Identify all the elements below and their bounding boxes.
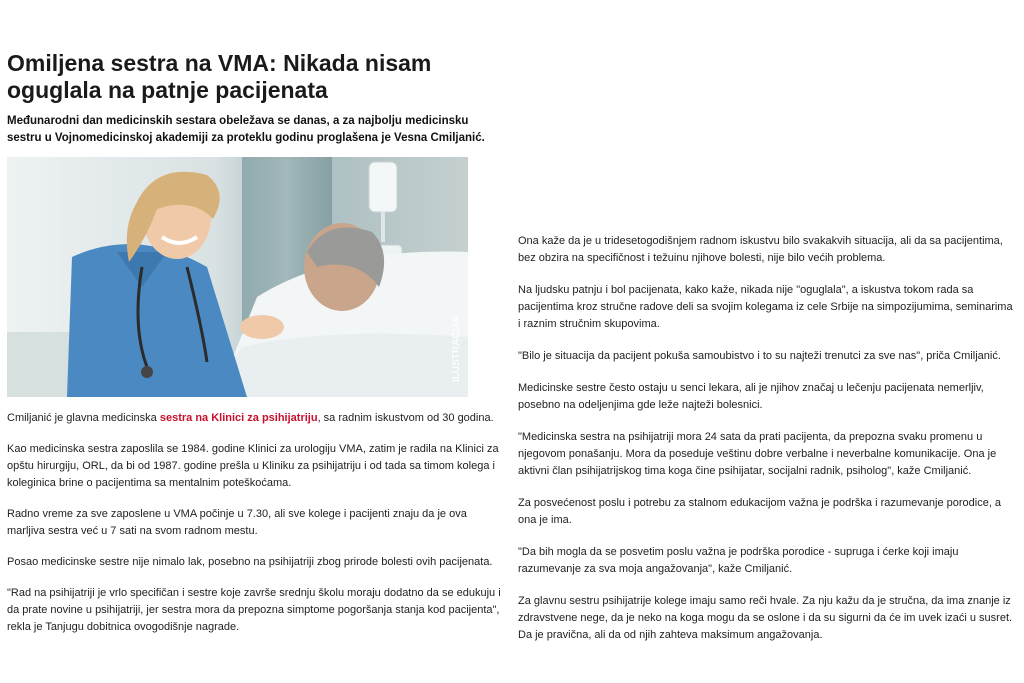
paragraph: Za glavnu sestru psihijatrije kolege imaju samo reči hvale. Za nju kažu da je stručna, da ima znanje iz zdravstvene nege, da je neko na koga mogu da se oslone i da su sigurni da će im uvek izaći u susret. Da je pravična, ali da od njih zahteva maksimum angažovanja.: [518, 595, 1013, 641]
image-watermark: ILUSTRACIJA: [451, 315, 462, 382]
paragraph-intro-tail: , sa radnim iskustvom od 30 godina.: [317, 412, 494, 424]
paragraph: Posao medicinske sestre nije nimalo lak, posebno na psihijatriji zbog prirode bolesti ovih pacijenata.: [7, 556, 493, 568]
paragraph: Ona kaže da je u tridesetogodišnjem radnom iskustvu bilo svakakvih situacija, ali da sa pacijentima, bez obzira na specifičnost i težuinu njihove bolesti, nije bilo većih problema.: [518, 235, 1003, 264]
article-title: Omiljena sestra na VMA: Nikada nisam oguglala na patnje pacijenata: [7, 50, 432, 103]
article-photo: [7, 157, 468, 397]
paragraph-intro: [7, 410, 505, 427]
paragraph-intro-text: Cmiljanić je glavna medicinska: [7, 412, 160, 424]
paragraph: Kao medicinska sestra zaposlila se 1984. godine Klinici za urologiju VMA, zatim je radila na Klinici za opštu hirurgiju, ORL, da bi od 1987. godine prešla u Kliniku za psihijatriju i od tada sa timom kolega i koleginica brine o pacijentima sa mentalnim poteškoćama.: [7, 443, 499, 489]
article-lead: Međunarodni dan medicinskih sestara obeležava se danas, a za najbolju medicinsku sestru u Vojnomedicinskoj akademiji za proteklu godinu proglašena je Vesna Cmiljanić.: [7, 115, 485, 144]
paragraph: "Da bih mogla da se posvetim poslu važna je podrška porodice - supruga i ćerke koji imaju razumevanje za sva moja angažovanja", kaže Cmiljanić.: [518, 546, 959, 575]
paragraph: "Medicinska sestra na psihijatriji mora 24 sata da prati pacijenta, da prepozna svaku promenu u njegovom ponašanju. Mora da poseduje veštinu dobre verbalne i neverbalne komunikacije. Ona je aktivni član psihijatrijskog tima koga čine psihijatar, socijalni radnik, psiholog", kaže Cmiljanić.: [518, 431, 997, 477]
clinic-psychiatry-link[interactable]: sestra na Klinici za psihijatriju: [159, 412, 318, 424]
paragraph: "Rad na psihijatriji je vrlo specifičan i sestre koje završe srednju školu moraju dodatno da se edukuju i da prate novine u psihijatriji, jer sestra mora da prepozna simptome pogoršanja stanja kod pacijenta", rekla je Tanjugu dobitnica ovogodišnje nagrade.: [7, 587, 501, 633]
paragraph: Za posvećenost poslu i potrebu za stalnom edukacijom važna je podrška i razumevanje porodice, a ona je ima.: [518, 497, 1002, 526]
paragraph: "Bilo je situacija da pacijent pokuša samoubistvo i to su najteži trenutci za sve nas", priča Cmiljanić.: [518, 350, 1001, 362]
right-column: [518, 233, 1018, 659]
left-column: [7, 50, 505, 636]
paragraph: Na ljudsku patnju i bol pacijenata, kako kaže, nikada nije "oguglala", a iskustva tokom rada sa pacijentima kroz stručne radove deli sa svojim kolegama iz cele Srbije na simpozijumima, seminarima i raznim stručnim skupovima.: [518, 284, 1013, 330]
nurse-patient-illustration: [7, 157, 468, 397]
paragraph: Medicinske sestre često ostaju u senci lekara, ali je njihov značaj u lečenju pacijenata nemerljiv, posebno na odeljenjima gde leže najteži bolesnici.: [518, 382, 984, 411]
paragraph: Radno vreme za sve zaposlene u VMA počinje u 7.30, ali sve kolege i pacijenti znaju da je ova marljiva sestra već u 7 sati na svom radnom mestu.: [7, 508, 467, 537]
